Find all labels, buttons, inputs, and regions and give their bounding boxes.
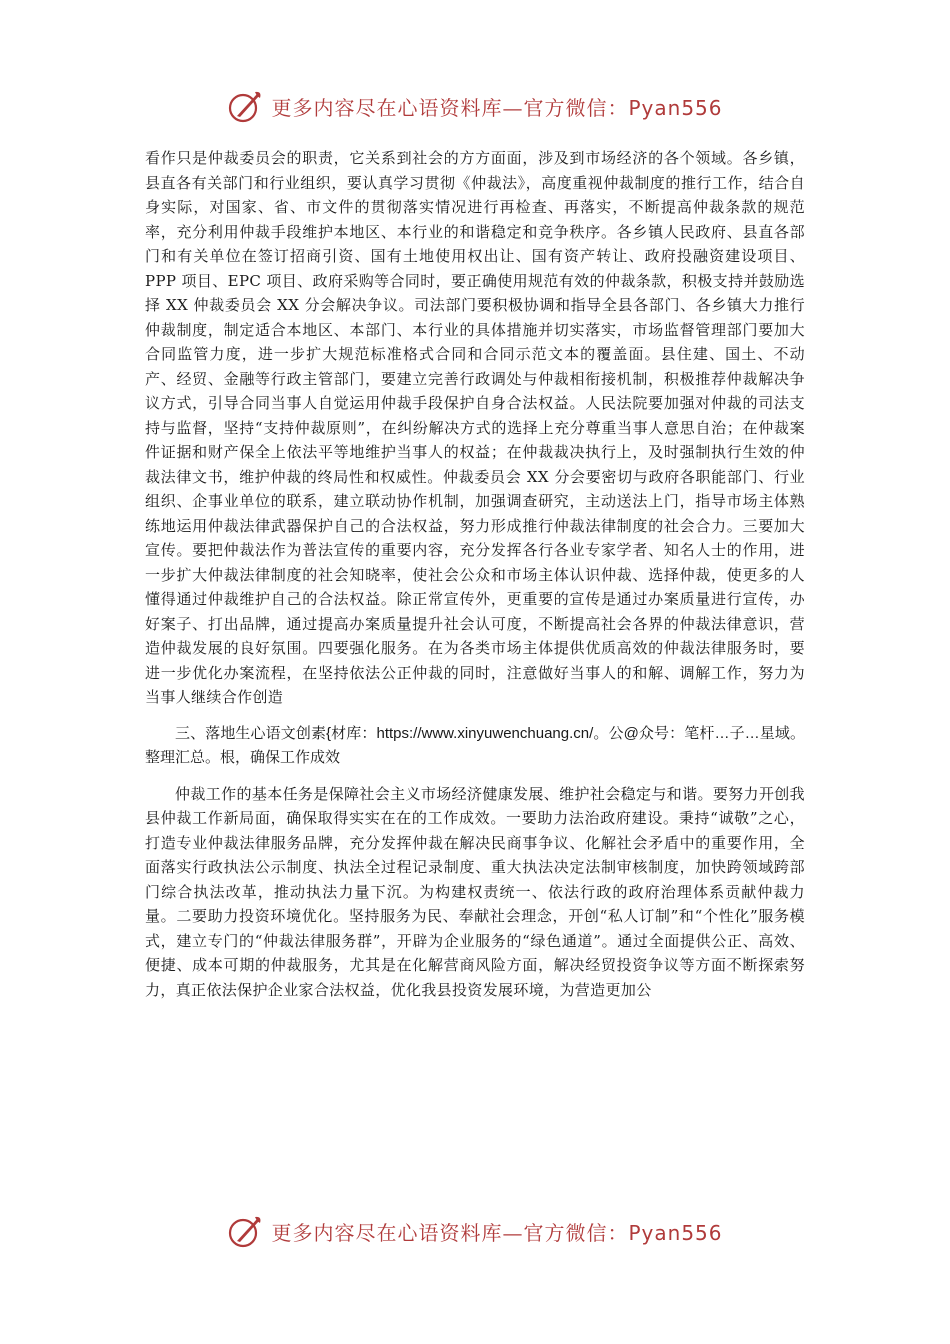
watermark-label: 更多内容尽在心语资料库—官方微信： <box>271 1220 629 1245</box>
document-body <box>145 146 805 1002</box>
body-paragraph-2: 仲裁工作的基本任务是保障社会主义市场经济健康发展、维护社会稳定与和谐。要努力开创我县仲裁工作新局面，确保取得实实在在的工作成效。一要助力法治政府建设。秉持“诚敬”之心，打造专业仲裁法律服务品牌，充分发挥仲裁在解决民商事争议、化解社会矛盾中的重要作用，全面落实行政执法公示制度、执法全过程记录制度、重大执法决定法制审核制度，加快跨领域跨部门综合执法改革，推动执法力量下沉。为构建权责统一、依法行政的政府治理体系贡献仲裁力量。二要助力投资环境优化。坚持服务为民、奉献社会理念，开创“私人订制”和“个性化”服务模式，建立专门的“仲裁法律服务群”，开辟为企业服务的“绿色通道”。通过全面提供公正、高效、便捷、成本可期的仲裁服务，尤其是在化解营商风险方面，解决经贸投资争议等方面不断探索努力，真正依法保护企业家合法权益，优化我县投资发展环境，为营造更加公 <box>145 784 805 999</box>
watermark-text <box>271 92 722 121</box>
watermark-wechat-id: Pyan556 <box>628 95 723 120</box>
watermark-text <box>271 1217 722 1246</box>
watermark-banner-top <box>0 86 950 126</box>
quill-pen-circle-icon <box>227 88 263 124</box>
watermark-label: 更多内容尽在心语资料库—官方微信： <box>271 95 629 120</box>
watermark-banner-bottom <box>0 1211 950 1251</box>
quill-pen-circle-icon <box>227 1213 263 1249</box>
watermark-wechat-id: Pyan556 <box>628 1220 723 1245</box>
section-heading: 三、落地生心语文创素{材库：https://www.xinyuwenchuang.cn/。公@众号：笔杆…子…星域。整理汇总。根，确保工作成效 <box>145 724 805 766</box>
body-paragraph-1: 看作只是仲裁委员会的职责，它关系到社会的方方面面，涉及到市场经济的各个领域。各乡镇，县直各有关部门和行业组织，要认真学习贯彻《仲裁法》，高度重视仲裁制度的推行工作，结合自身实际，对国家、省、市文件的贯彻落实情况进行再检查、再落实，不断提高仲裁条款的规范率，充分利用仲裁手段维护本地区、本行业的和谐稳定和竞争秩序。各乡镇人民政府、县直各部门和有关单位在签订招商引资、国有土地使用权出让、国有资产转让、政府投融资建设项目、PPP 项目、EPC 项目、政府采购等合同时，要正确使用规范有效的仲裁条款，积极支持并鼓励选择 XX 仲裁委员会 XX 分会解决争议。司法部门要积极协调和指导全县各部门、各乡镇大力推行仲裁制度，制定适合本地区、本部门、本行业的具体措施并切实落实，市场监督管理部门要加大合同监管力度，进一步扩大规范标准格式合同和合同示范文本的覆盖面。县住建、国土、不动产、经贸、金融等行政主管部门，要建立完善行政调处与仲裁相衔接机制，积极推荐仲裁解决争议方式，引导合同当事人自觉运用仲裁手段保护自身合法权益。人民法院要加强对仲裁的司法支持与监督，坚持“支持仲裁原则”，在纠纷解决方式的选择上充分尊重当事人意思自治；在仲裁案件证据和财产保全上依法平等地维护当事人的权益；在仲裁裁决执行上，及时强制执行生效的仲裁法律文书，维护仲裁的终局性和权威性。仲裁委员会 XX 分会要密切与政府各职能部门、行业组织、企事业单位的联系，建立联动协作机制，加强调查研究，主动送法上门，指导市场主体熟练地运用仲裁法律武器保护自己的合法权益，努力形成推行仲裁法律制度的社会合力。三要加大宣传。要把仲裁法作为普法宣传的重要内容，充分发挥各行各业专家学者、知名人士的作用，进一步扩大仲裁法律制度的社会知晓率，使社会公众和市场主体认识仲裁、选择仲裁，使更多的人懂得通过仲裁维护自己的合法权益。除正常宣传外，更重要的宣传是通过办案质量进行宣传，办好案子、打出品牌，通过提高办案质量提升社会认可度，不断提高社会各界的仲裁法律意识，营造仲裁发展的良好氛围。四要强化服务。在为各类市场主体提供优质高效的仲裁法律服务时，要进一步优化办案流程，在坚持依法公正仲裁的同时，注意做好当事人的和解、调解工作，努力为当事人继续合作创造 <box>145 149 805 706</box>
